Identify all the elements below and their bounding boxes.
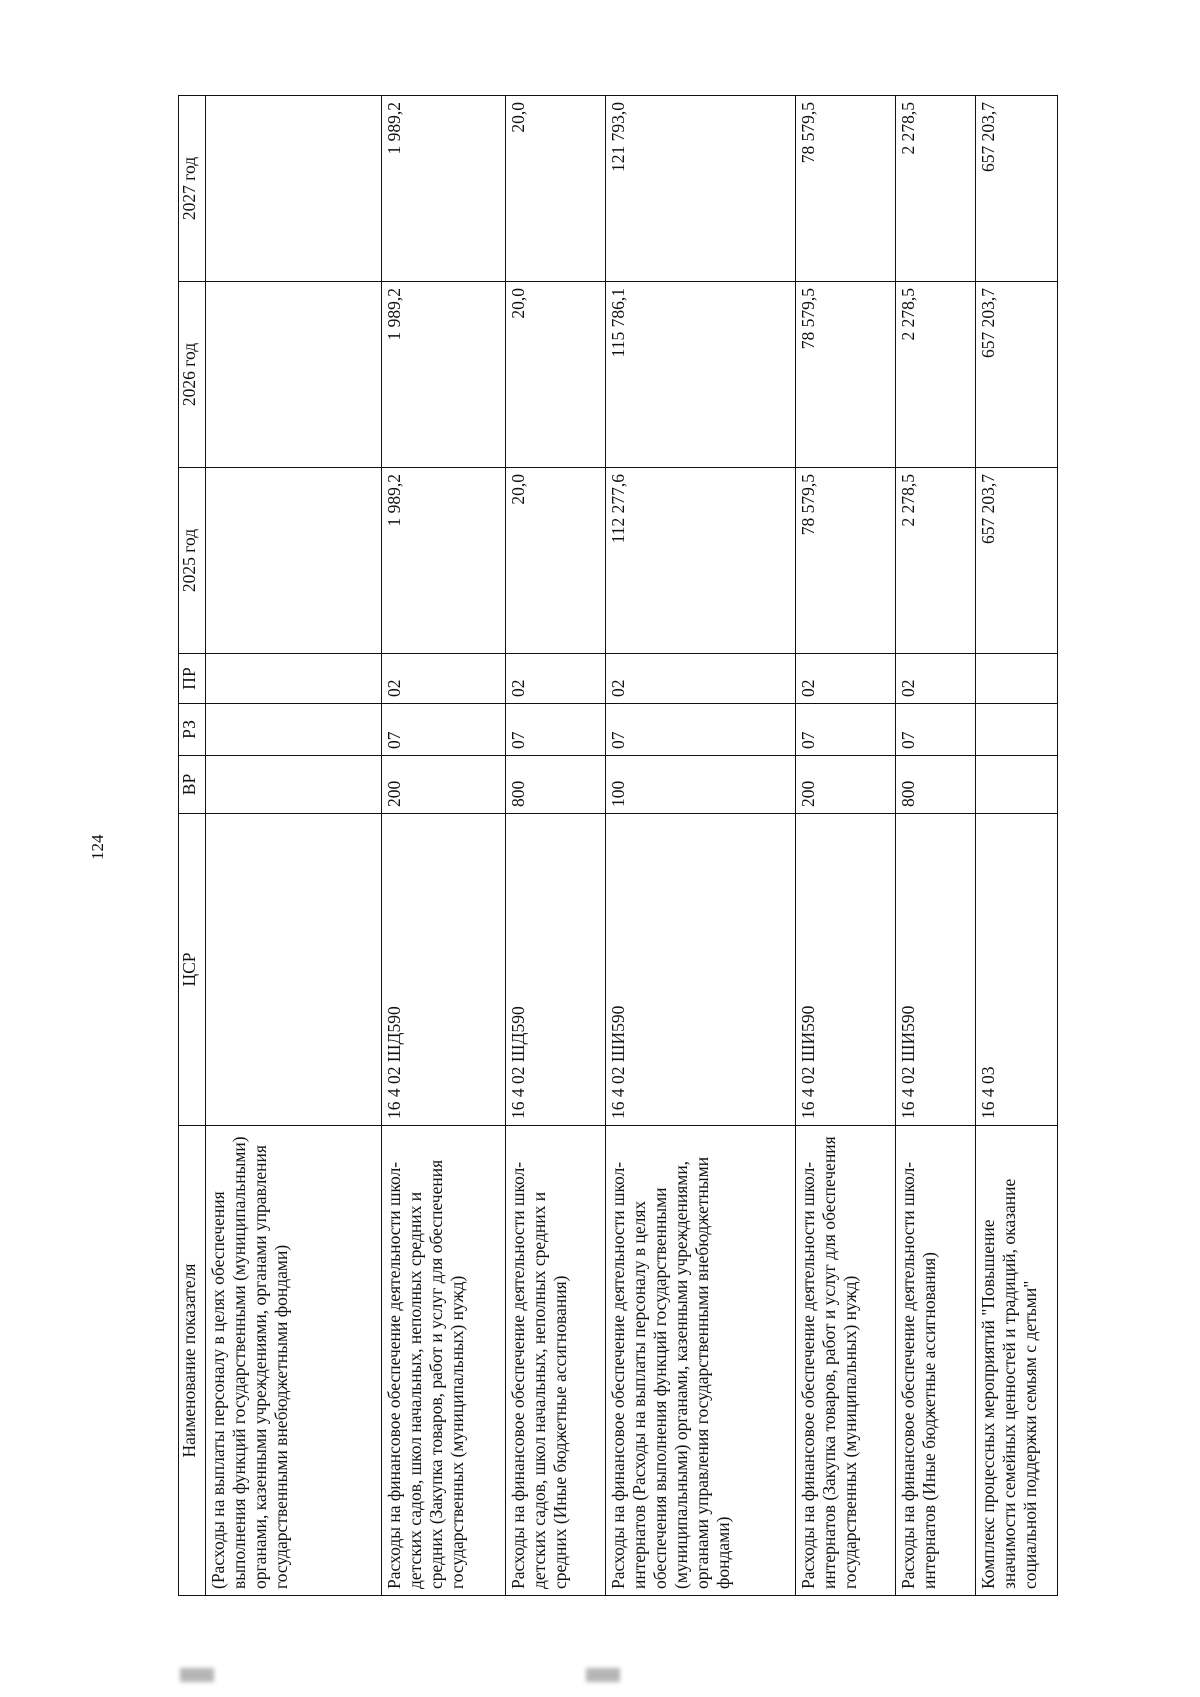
table-row [976,96,1058,1596]
row-pr: 02 [506,654,606,704]
row-name: Расходы на финансовое обеспечение деятельности школ-детских садов, школ начальных, неполных средних и средних (Закупка товаров, работ и услуг для обеспечения государственных (муниципальных) нужд) [382,1126,506,1596]
row-csr: 16 4 02 ШИ590 [606,814,796,1126]
row-rz: 07 [796,704,896,756]
row-vr: 200 [382,756,506,814]
row-vr [976,756,1058,814]
table-row [506,96,606,1596]
row-rz: 07 [896,704,976,756]
row-rz: 07 [506,704,606,756]
row-vr: 200 [796,756,896,814]
row-2026: 1 989,2 [382,282,506,468]
row-2025 [206,468,382,654]
row-2027: 2 278,5 [896,96,976,282]
row-pr: 02 [796,654,896,704]
row-2025: 20,0 [506,468,606,654]
row-name: (Расходы на выплаты персоналу в целях обеспечения выполнения функций государственными (муниципальными) органами, казенными учреждениями, органами управления государственными внебюджетными фондами) [206,1126,382,1596]
row-pr: 02 [382,654,506,704]
row-2027: 121 793,0 [606,96,796,282]
row-csr [206,814,382,1126]
row-rz [206,704,382,756]
header-vr: ВР [179,756,206,814]
table-row [606,96,796,1596]
row-2026 [206,282,382,468]
header-pr: ПР [179,654,206,704]
row-csr: 16 4 02 ШИ590 [896,814,976,1126]
header-name: Наименование показателя [179,1126,206,1596]
row-pr: 02 [896,654,976,704]
row-csr: 16 4 02 ШД590 [506,814,606,1126]
scan-mark [586,1668,620,1682]
row-vr: 800 [506,756,606,814]
row-rz: 07 [606,704,796,756]
row-2025: 1 989,2 [382,468,506,654]
row-csr: 16 4 02 ШД590 [382,814,506,1126]
row-2027: 657 203,7 [976,96,1058,282]
row-2027 [206,96,382,282]
row-rz [976,704,1058,756]
row-2026: 78 579,5 [796,282,896,468]
row-pr [976,654,1058,704]
header-2026: 2026 год [179,282,206,468]
row-2027: 1 989,2 [382,96,506,282]
budget-table-frame [178,96,1040,1596]
scan-mark [180,1668,214,1682]
row-name: Расходы на финансовое обеспечение деятельности школ-интернатов (Расходы на выплаты персоналу в целях обеспечения выполнения функций государственными (муниципальными) органами, казенными учреждениями, органами управления государственными внебюджетными фондами) [606,1126,796,1596]
row-pr: 02 [606,654,796,704]
budget-table [178,95,1058,1596]
row-name: Расходы на финансовое обеспечение деятельности школ-интернатов (Иные бюджетные ассигнования) [896,1126,976,1596]
page-number: 124 [88,834,107,860]
row-name: Расходы на финансовое обеспечение деятельности школ-интернатов (Закупка товаров, работ и услуг для обеспечения государственных (муниципальных) нужд) [796,1126,896,1596]
table-row [896,96,976,1596]
table-row [382,96,506,1596]
header-rz: РЗ [179,704,206,756]
row-name: Комплекс процессных мероприятий "Повышение значимости семейных ценностей и традиций, оказание социальной поддержки семьям с детьми" [976,1126,1058,1596]
row-2025: 2 278,5 [896,468,976,654]
row-name: Расходы на финансовое обеспечение деятельности школ-детских садов, школ начальных, неполных средних и средних (Иные бюджетные ассигнования) [506,1126,606,1596]
row-csr: 16 4 03 [976,814,1058,1126]
row-2026: 20,0 [506,282,606,468]
row-2027: 78 579,5 [796,96,896,282]
row-2026: 2 278,5 [896,282,976,468]
row-csr: 16 4 02 ШИ590 [796,814,896,1126]
row-2025: 78 579,5 [796,468,896,654]
row-2027: 20,0 [506,96,606,282]
table-row [796,96,896,1596]
row-vr [206,756,382,814]
header-2025: 2025 год [179,468,206,654]
row-2025: 657 203,7 [976,468,1058,654]
row-vr: 800 [896,756,976,814]
row-rz: 07 [382,704,506,756]
table-header-row [179,96,206,1596]
row-2026: 657 203,7 [976,282,1058,468]
table-row [206,96,382,1596]
header-2027: 2027 год [179,96,206,282]
row-2025: 112 277,6 [606,468,796,654]
row-pr [206,654,382,704]
row-vr: 100 [606,756,796,814]
row-2026: 115 786,1 [606,282,796,468]
header-csr: ЦСР [179,814,206,1126]
